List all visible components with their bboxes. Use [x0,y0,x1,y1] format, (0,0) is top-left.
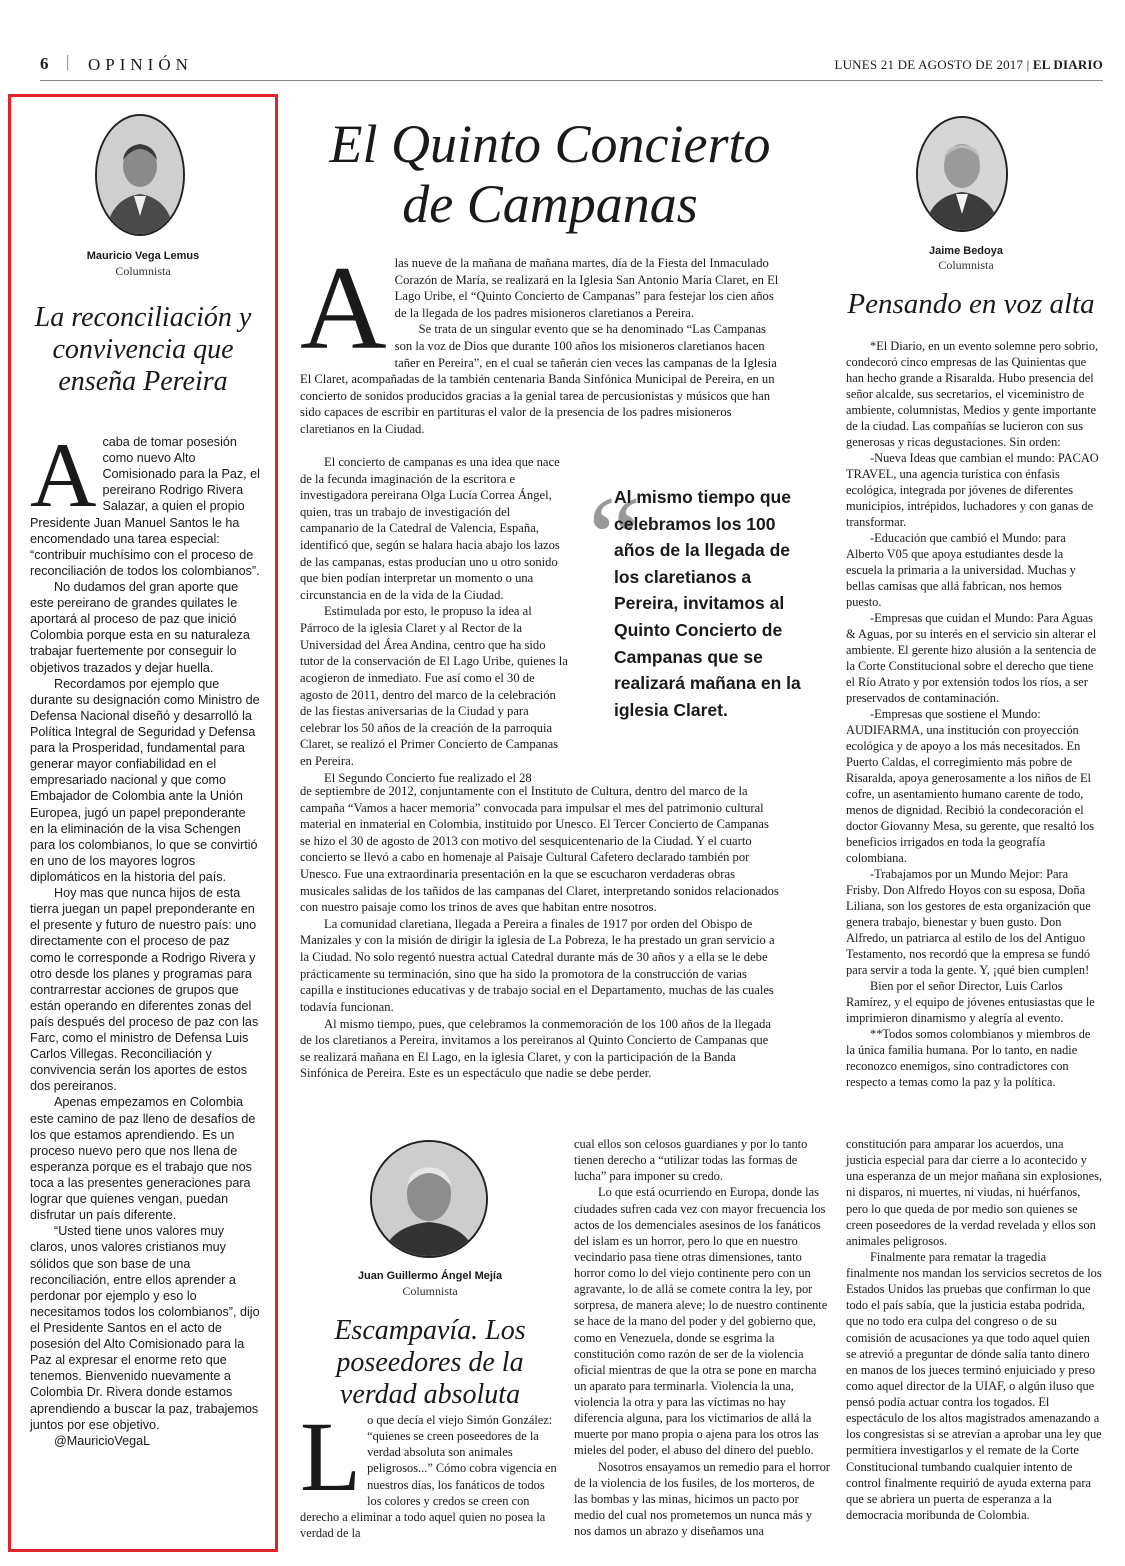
main-paragraph: La comunidad claretiana, llegada a Pereira a finales de 1917 por orden del Obispo de Manizales y con la misión de dirigir la iglesia de La Pobreza, le ha prestado un gran servicio a la Ciudad. No solo regentó nuestra actual Catedral durante más de 30 años y a ella se le debe prácticamente su terminación, sino que ha sido la promotora de la construcción de varias capilla e instituciones educativas y de trabajo social en el Departamento, muchas de las cuales todavía funcionan. [300,916,775,1014]
author-photo-mauricio [95,114,185,236]
right-column-body [846,338,1100,1090]
bottom-author-role: Columnista [402,1284,458,1298]
left-first-paragraph: caba de tomar posesión como nuevo Alto Comisionado para la Paz, el pereirano Rodrigo Rivera Salazar, a quien el propio Presidente Juan Manuel Santos le ha encomendado una tarea especial: “contribuir muchísimo con el proceso de reconciliación de todos los colombianos”. [30,435,260,578]
right-paragraph: Bien por el señor Director, Luis Carlos Ramírez, y el equipo de jóvenes entusiastas que le imprimieron dinamismo y alegría al evento. [846,979,1095,1025]
right-author-name: Jaime Bedoya [929,245,1003,257]
right-paragraph: **Todos somos colombianos y miembros de la única familia humana. Por lo tanto, en nadie reconozco enemigos, sino contradictores con respecto a temas como la paz y la política. [846,1027,1091,1089]
bottom-first-paragraph: o que decía el viejo Simón González: “quienes se creen poseedores de la verdad absoluta son animales peligrosos...” Cómo cobra vigencia en nuestros días, los fanáticos de todos los colores y credos se creen con derecho a eliminar a todo aquel quien no posea la verdad de la [300,1413,557,1540]
right-paragraph: *El Diario, en un evento solemne pero sobrio, condecoró cinco empresas de las Quinientas que han hecho grande a Risaralda. Hubo presencia del señor alcalde, sus secretarios, el viceministro de ambiente, columnistas, Medios y gente importante de la ciudad. Las compañías se lucieron con sus generosas y ricas degustaciones. Sin orden: [846,339,1099,449]
main-article-wide-column [300,783,780,1082]
right-paragraph: -Nueva Ideas que cambian el mundo: PACAO TRAVEL, una agencia turística con énfasis ecológica, integrada por jóvenes de diferentes municipios, intrépidos, luchadores y con ganas de transformar. [846,451,1099,529]
main-paragraph: Se trata de un singular evento que se ha denominado “Las Campanas son la voz de Dios que durante 100 años los misioneros claretianos hacen tañer en Pereira”, en el cual se tañerán cien veces las campanas de la Iglesia El Claret, acompañadas de la también centenaria Banda Sinfónica Municipal de Pereira, en un concierto de sonidos producidos gracias a la genial tarea de percusionistas y músicos que han sido capaces de escribir en partituras el valor de la presencia de los padres misioneros claretianos en la Ciudad. [300,322,777,437]
main-paragraph: El concierto de campanas es una idea que nace de la fecunda imaginación de la escritora e investigadora pereirana Olga Lucía Correa Ángel, quien, tras un trabajo de investigación del campanario de la Catedral de Valencia, España, identificó que, según se halara hacia abajo los lazos de las campanas, estas producían uno u otro sonido que bien podían interpretar un momento o una circunstancia en de la vida de la Ciudad. [300,455,560,602]
main-first-paragraph: las nueve de la mañana de mañana martes, día de la Fiesta del Inmaculado Corazón de María, se realizará en la Iglesia San Antonio María Claret, en El Lago Uribe, el “Quinto Concierto de Campanas” para festejar los cien años de la llegada de los padres misioneros claretianos a Pereira. [394,256,779,320]
left-paragraph: Recordamos por ejemplo que durante su designación como Ministro de Defensa Nacional diseñó y desarrolló la Política Integral de Seguridad y Defensa para la Prosperidad, fundamental para generar mayor confiabilidad en el empresariado nacional y que como Embajador de Colombia ante la Unión Europea, jugó un papel preponderante en la eliminación de la visa Schengen para los colombianos, lo que se convirtió en uno de los mayores logros diplomáticos en la historia del país. [30,676,260,884]
right-paragraph: -Trabajamos por un Mundo Mejor: Para Frisby. Don Alfredo Hoyos con su esposa, Doña Liliana, son los gestores de esta organización que genera trabajo, bienestar y buen gusto. Don Alfredo, un patriarca al estilo de los del Antiguo Testamento, nos recordó que la empresa se fundó para servir a toda la gente. Y, ¡qué bien cumplen! [846,867,1091,977]
right-paragraph: -Educación que cambió el Mundo: para Alberto V05 que apoya estudiantes desde la escuela la primaria a la universidad. Muchas y bellas camisas que allá fabrican, nos hemos puesto. [846,531,1076,609]
main-paragraph: Estimulada por esto, le propuso la idea al Párroco de la iglesia Claret y al Rector de la Universidad del Área Andina, centro que ha sido tutor de la conservación de El Lago Uribe, quienes la acogieron de inmediato. Fue así como el 30 de agosto de 2011, dentro del marco de la celebración de las fiestas aniversarias de la Ciudad y para celebrar los 50 años de la creación de la parroquia Claret, se realizó el Primer Concierto de Campanas en Pereira. [300,604,568,768]
issue-date: LUNES 21 DE AGOSTO DE 2017 | [834,57,1030,72]
header-rule [40,80,1103,81]
left-paragraph: Apenas empezamos en Colombia este camino de paz lleno de desafíos de los que estamos aprendiendo. Es un proceso nuevo pero que nos llena de esperanza porque es el trabajo que nos toca a las presentes generaciones para lograr que quienes vengan, puedan disfrutar un país diferente. [30,1095,256,1223]
portrait-image [372,1142,486,1256]
author-photo-jaime [916,116,1008,232]
bottom-article-title: Escampavía. Los poseedores de la verdad absoluta [334,1315,526,1411]
bottom-paragraph: Finalmente para rematar la tragedia finalmente nos mandan los servicios secretos de los Estados Unidos las pruebas que confirman lo que todo el país sabía, que la justicia estaba podrida, que no todo era culpa del congreso o de su comisión de acusaciones ya que todo aquel quien se atrevió a preguntar de dónde salía tanto dinero en manos de los jueces terminó enjuiciado y preso como aquel director de la UIAF, o algún iluso que pensó podía actuar contra los togados. El espectáculo de los altos magistrados amenazando a los congresistas si se atrevían a aprobar una ley que permitiera investigarlos y el remate de la Corte Constitucional tumbando cualquier intento de control finalmente requirió de ayuda externa para que se abriera un puerta de esperanza a la democracia moribunda de Colombia. [846,1249,1102,1522]
bottom-paragraph: Nosotros ensayamos un remedio para el horror de la violencia de los fusiles, de los morteros, de las bombas y las minas, hicimos un pacto por medio del cual nos prometemos un nunca más y nos damos un abrazo y diseñamos una [574,1459,830,1538]
bottom-author-name: Juan Guillermo Ángel Mejía [357,1270,503,1282]
left-dropcap: A [30,424,97,526]
header-date-block [834,57,1103,73]
pull-quote: Al mismo tiempo que celebramos los 100 años de la llegada de los claretianos a Pereira, invitamos al Quinto Concierto de Campanas que se realizará mañana en la iglesia Claret. [614,487,801,720]
bottom-column-2 [574,1136,830,1539]
main-paragraph: Al mismo tiempo, pues, que celebramos la conmemoración de los 100 años de la llegada de los claretianos a Pereira, invitamos a los pereiranos al Quinto Concierto de Campanas que se realizará mañana en El Lago, en la iglesia Claret, y con la participación de la Banda Sinfónica de Pereira. Este es un espectáculo que nadie se debe perder. [300,1016,771,1081]
pull-quote-mark: “ [588,471,642,604]
bottom-paragraph: constitución para amparar los acuerdos, una justicia especial para dar cierre a lo acontecido y una esperanza de un mejor mañana sin explosiones, ni disparos, ni muertes, ni viudas, ni huérfanos, pero lo que queda de por medio son quienes se creen poseedores de la verdad revelada y ellos son animales peligrosos. [846,1137,1102,1248]
portrait-image [97,116,183,234]
newspaper-name: EL DIARIO [1032,57,1103,72]
main-article-narrow-column [300,454,570,786]
left-author-name: Mauricio Vega Lemus [86,250,200,262]
bottom-column-3 [846,1136,1102,1523]
main-article-title: El Quinto Concierto de Campanas [329,114,771,235]
main-dropcap: A [300,241,387,374]
left-twitter-handle: @MauricioVegaL [54,1433,151,1448]
bottom-dropcap: L [300,1401,362,1512]
main-paragraph: El Segundo Concierto fue realizado el 28 [324,770,532,785]
right-author-role: Columnista [938,258,994,272]
main-paragraph: de septiembre de 2012, conjuntamente con el Instituto de Cultura, dentro del marco de la campaña “Vamos a hacer memoria” convocada para impulsar el mes del patrimonio cultural material en inmaterial en Colombia, instituido por Unesco. El Tercer Concierto de Campanas se hizo el 30 de agosto de 2013 con motivo del sesquicentenario de la Ciudad. Y el cuarto concierto se llevó a cabo en homenaje al Paisaje Cultural Cafetero declarado también por Unesco. Fue una extraordinaria presentación en la que se escucharon verdaderas obras musicales salidas de los tañidos de las campanas del Claret, interpretando sonidos relacionados con nuestro paisaje como los trinos de aves que habitan entre nosotros. [300,784,779,915]
main-article-intro [300,241,780,438]
left-paragraph: “Usted tiene unos valores muy claros, unos valores cristianos muy sólidos que son base de una reconciliación, entre ellos aprender a perdonar por ejemplo y eso lo necesitamos todos los colombianos”, dijo el Presidente Santos en el acto de posesión del Alto Comisionado para la Paz al expresar el enorme reto que tenemos. Bienvenido nuevamente a Colombia Dr. Rivera donde estamos aprendiendo a buscar la paz, trabajemos juntos por ese objetivo. [30,1224,260,1432]
bottom-paragraph: Lo que está ocurriendo en Europa, donde las ciudades sufren cada vez con mayor frecuencia los actos de los demenciales asesinos de los fanáticos del islam es un horror, pero lo que en nuestro vecindario pasa tiene otras dimensiones, tanto horror como lo del viejo continente pero con un agravante, lo de allá se comete contra la ley, por sorpresa, de manera aleve; lo de nuestro continente se hace de la mano del poder y del gobierno que, como en Venezuela, donde se esgrima la constitución como razón de ser de la violencia oficial mientras de que la otra se pone en marcha un aparato para terminarla. Violencia la una, violencia la otra y para las víctimas no hay diferencia alguna, para los victimarios de allá la muerte por mano propia o ajena para los otros las mieles del poder, el abuso del dinero del pueblo. [574,1185,828,1458]
bottom-column-1 [300,1401,560,1541]
left-author-role: Columnista [115,264,171,278]
author-photo-juan [370,1140,488,1258]
page-number: 6 [40,54,49,73]
left-paragraph: Hoy mas que nunca hijos de esta tierra juegan un papel preponderante en el presente y futuro de nuestro país: uno directamente con el proceso de paz como le corresponde a Rodrigo Rivera y otro desde los planes y programas para contrarrestar acciones de grupos que están operando en diferentes zonas del país después del proceso de paz con las Farc, como el ministro de Defensa Luis Carlos Villegas. Reconciliación y convivencia serán los aportes de estos dos pereiranos. [30,886,259,1094]
left-column-title: La reconciliación y convivencia que enseña Pereira [34,302,252,398]
bottom-paragraph: cual ellos son celosos guardianes y por lo tanto tienen derecho a “utilizar todas las formas de lucha” para imponer su credo. [574,1137,808,1184]
right-paragraph: -Empresas que sostiene el Mundo: AUDIFARMA, una institución con proyección ecológica y de apoyo a los más necesitados. En Puerto Caldas, el corregimiento más pobre de Risaralda, apoya generosamente a los niños de El cofre, un asentamiento humano carente de todo, menos de dignidad. Recibió la condecoración el doctor Giovanny Mesa, su gerente, que resaltó los beneficios irrigados en toda la geografía colombiana. [846,707,1095,865]
right-paragraph: -Empresas que cuidan el Mundo: Para Aguas & Aguas, por su interés en el servicio sin alterar el ambiente. El gerente hizo alusión a la sentencia de la Corte Constitucional sobre el derecho que tiene el Río Atrato y por extensión todos los ríos, a ser preservados de contaminación. [846,611,1097,705]
right-column-title: Pensando en voz alta [847,288,1095,320]
portrait-image [918,118,1006,230]
header-separator: | [66,52,70,71]
left-column-body [30,424,262,1534]
left-paragraph: No dudamos del gran aporte que este pereirano de grandes quilates le aportará al proceso de paz que inició Colombia porque esta en su naturaleza trabajar fuertemente por conseguir lo objetivos trazados y dejar huella. [30,579,250,675]
section-name: OPINIÓN [88,55,193,74]
